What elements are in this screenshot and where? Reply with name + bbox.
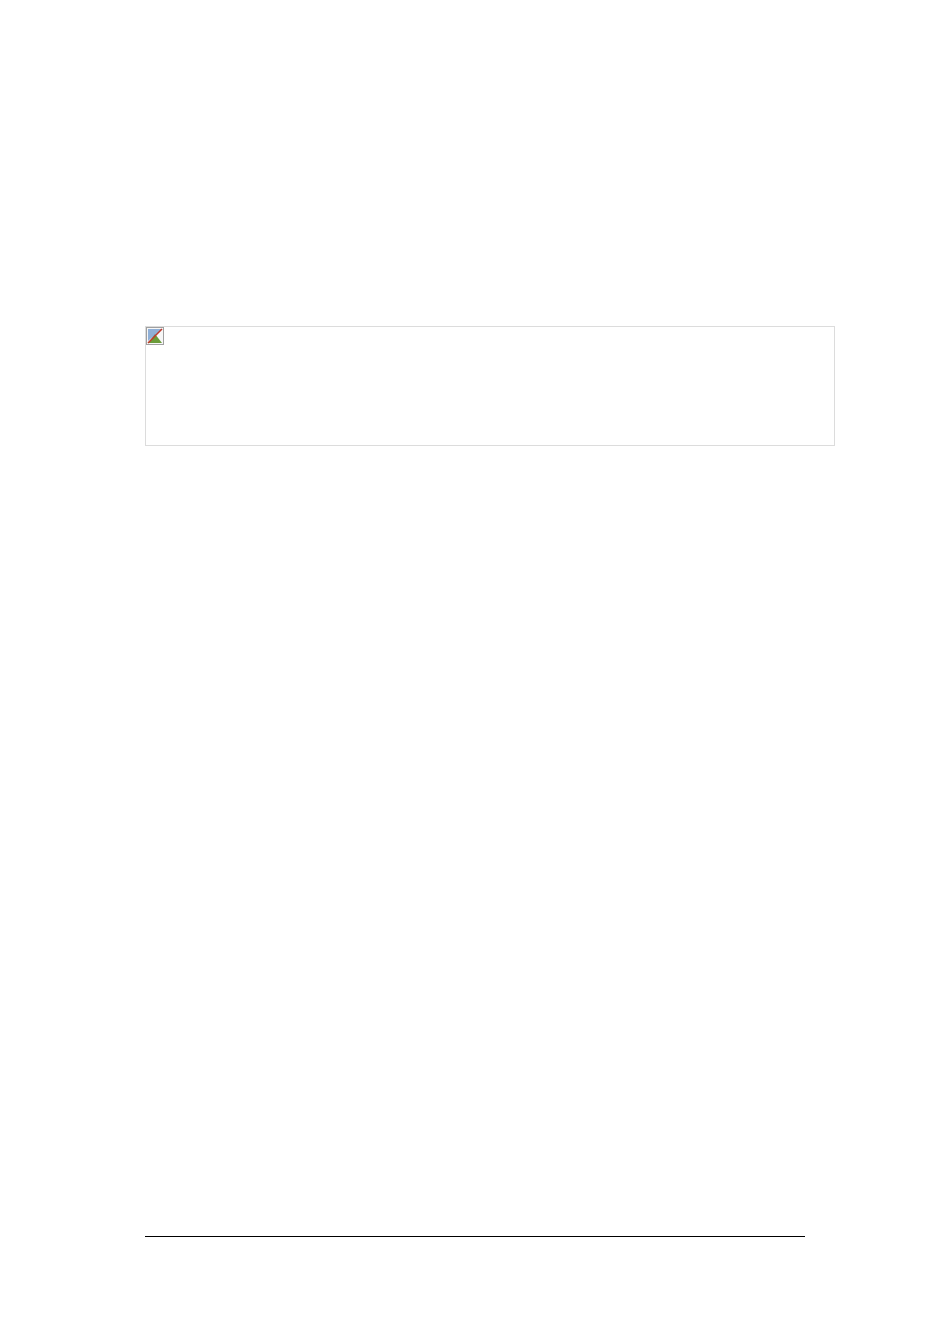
footer-divider bbox=[145, 1236, 805, 1237]
section-title-box bbox=[145, 326, 835, 446]
broken-image-icon bbox=[146, 327, 164, 345]
